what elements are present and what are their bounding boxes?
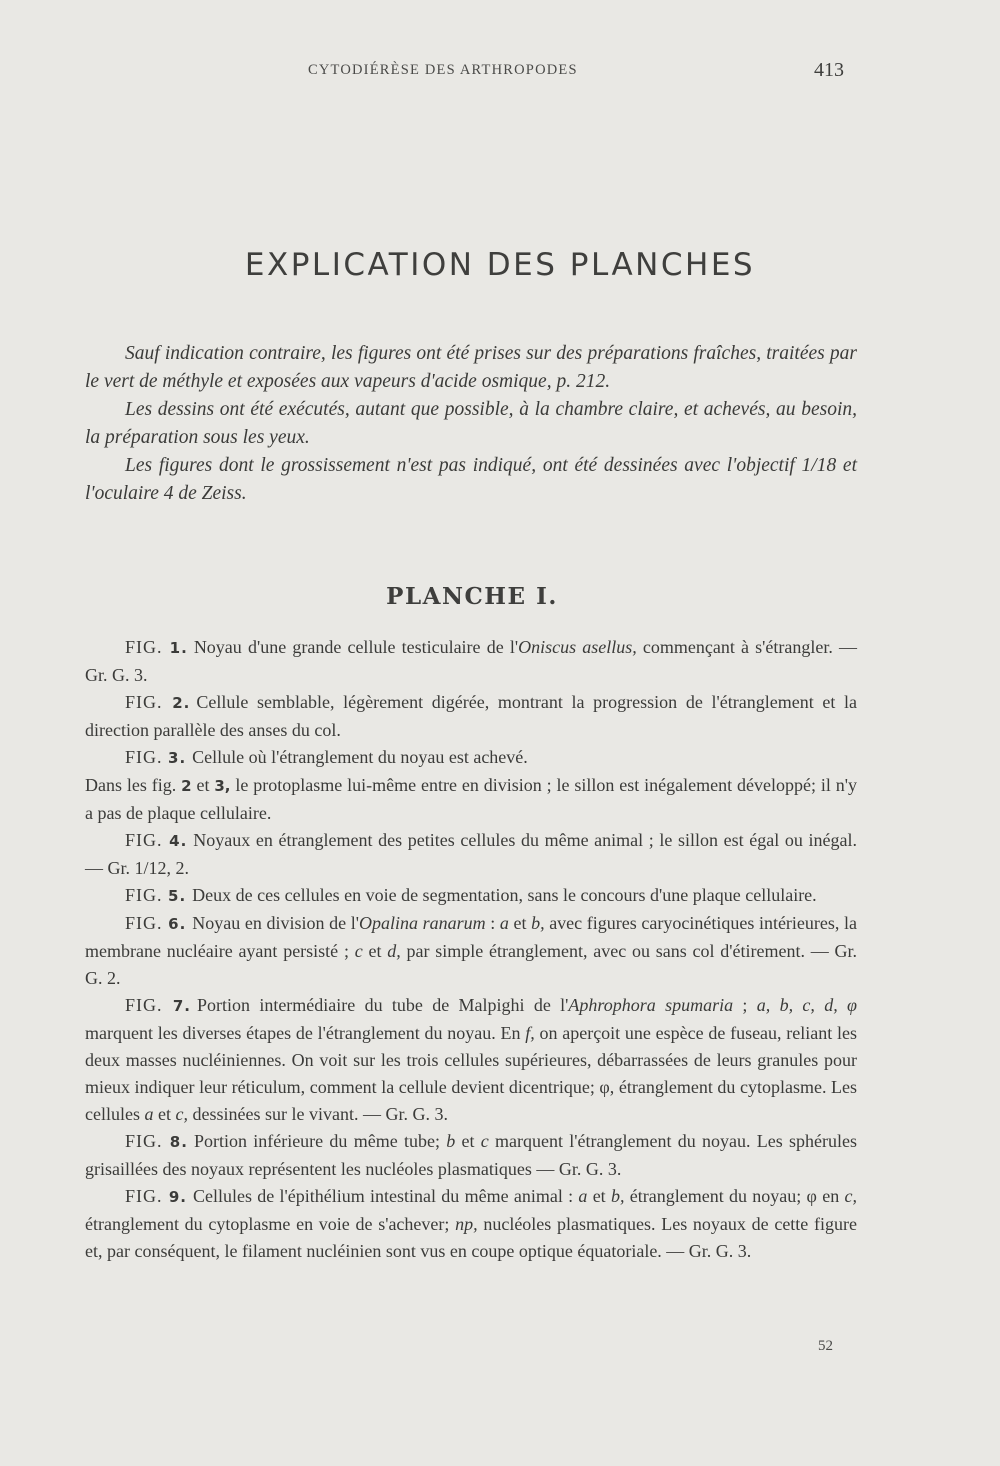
figure-entry-2: FIG. 2. Cellule semblable, légèrement digérée, montrant la progression de l'étranglement et la direction parallèle des anses du col.: [85, 692, 858, 740]
figure-note: Dans les fig. 2 et 3, le protoplasme lui-même entre en division ; le sillon est inégalement développé; il n'y a pas de plaque cellulaire.: [85, 775, 857, 823]
figure-label: FIG. 1.: [125, 637, 188, 657]
figure-entry-5: FIG. 5. Deux de ces cellules en voie de segmentation, sans le concours d'une plaque cellulaire.: [125, 885, 817, 905]
figure-label: FIG. 8.: [125, 1131, 188, 1151]
figure-list: [85, 634, 857, 1265]
intro-paragraph: Les dessins ont été exécutés, autant que possible, à la chambre claire, et achevés, au besoin, la préparation sous les yeux.: [85, 399, 857, 448]
figure-label: FIG. 4.: [125, 830, 188, 850]
figure-label: FIG. 6.: [125, 913, 187, 933]
running-title: CYTODIÉRÈSE DES ARTHROPODES: [308, 62, 578, 78]
figure-label: FIG. 3.: [125, 747, 187, 767]
figure-entry-1: FIG. 1. Noyau d'une grande cellule testiculaire de l'Oniscus asellus, commençant à s'étrangler. — Gr. G. 3.: [85, 637, 858, 685]
figure-label: FIG. 2.: [125, 692, 191, 712]
plate-title: PLANCHE I.: [386, 583, 558, 611]
figure-entry-7: FIG. 7. Portion intermédiaire du tube de Malpighi de l'Aphrophora spumaria ; a, b, c, d, φ marquent les diverses étapes de l'étranglement du noyau. En f, on aperçoit une espèce de fuseau, reliant les deux masses nucléiniennes. On voit sur les trois cellules supérieures, débarrassées de leurs granules pour mieux indiquer leur réticulum, comment la cellule devient dicentrique; φ, étranglement du cytoplasme. Les cellules a et c, dessinées sur le vivant. — Gr. G. 3.: [85, 995, 857, 1124]
intro-paragraph: Sauf indication contraire, les figures ont été prises sur des préparations fraîches, traitées par le vert de méthyle et exposées aux vapeurs d'acide osmique, p. 212.: [85, 343, 857, 392]
running-head: [0, 59, 1000, 86]
figure-entry-6: FIG. 6. Noyau en division de l'Opalina ranarum : a et b, avec figures caryocinétiques intérieures, la membrane nucléaire ayant persisté ; c et d, par simple étranglement, avec ou sans col d'étirement. — Gr. G. 2.: [85, 913, 858, 988]
intro-paragraph: Les figures dont le grossissement n'est pas indiqué, ont été dessinées avec l'objectif 1/18 et l'oculaire 4 de Zeiss.: [85, 455, 857, 504]
figure-entry-4: FIG. 4. Noyaux en étranglement des petites cellules du même animal ; le sillon est égal ou inégal. — Gr. 1/12, 2.: [85, 830, 858, 878]
figure-entry-3: FIG. 3. Cellule où l'étranglement du noyau est achevé.: [125, 747, 528, 767]
figure-label: FIG. 9.: [125, 1186, 187, 1206]
figure-label: FIG. 5.: [125, 885, 187, 905]
figure-entry-9: FIG. 9. Cellules de l'épithélium intestinal du même animal : a et b, étranglement du noyau; φ en c, étranglement du cytoplasme en voie de s'achever; np, nucléoles plasmatiques. Les noyaux de cette figure et, par conséquent, le filament nucléinien sont vus en coupe optique équatoriale. — Gr. G. 3.: [85, 1186, 858, 1261]
signature-mark: 52: [818, 1338, 833, 1354]
intro-section: [85, 340, 857, 508]
page-title: EXPLICATION DES PLANCHES: [244, 246, 756, 283]
figure-entry-8: FIG. 8. Portion inférieure du même tube; b et c marquent l'étranglement du noyau. Les sphérules grisaillées des noyaux représentent les nucléoles plasmatiques — Gr. G. 3.: [85, 1131, 857, 1179]
page-number: 413: [814, 59, 844, 81]
figure-label: FIG. 7.: [125, 995, 191, 1015]
